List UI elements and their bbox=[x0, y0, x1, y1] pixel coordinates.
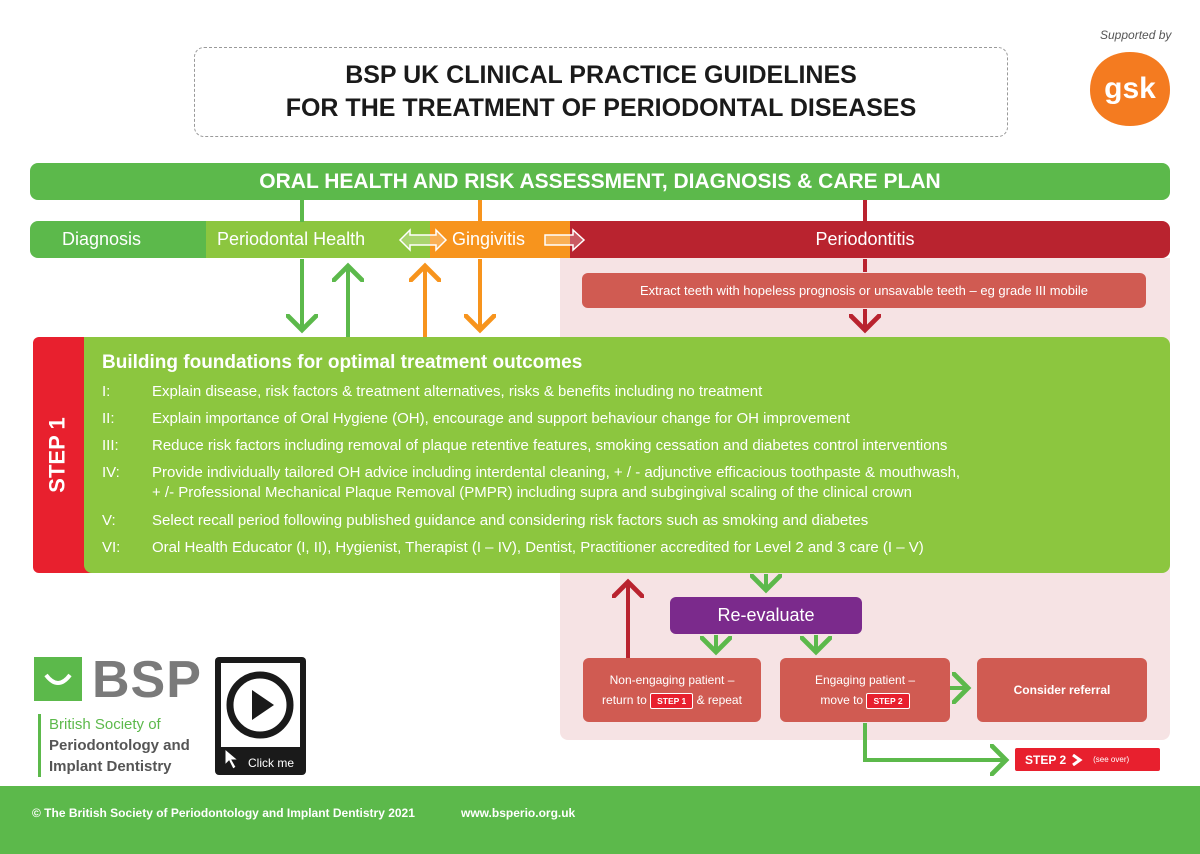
step1-item bbox=[102, 463, 1112, 503]
step1-item bbox=[102, 436, 1112, 456]
step1-item-number: II: bbox=[102, 410, 115, 427]
arrow-engaging-to-step2 bbox=[865, 723, 1006, 760]
step1-item-text: Reduce risk factors including removal of plaque retentive features, smoking cessation and diabetes control interventions bbox=[152, 437, 948, 454]
assessment-band: ORAL HEALTH AND RISK ASSESSMENT, DIAGNOSIS & CARE PLAN bbox=[30, 163, 1170, 200]
engaging-line2: move to STEP 2 bbox=[820, 690, 909, 710]
step1-item-text: Explain importance of Oral Hygiene (OH), encourage and support behaviour change for OH improvement bbox=[152, 410, 850, 427]
play-icon[interactable] bbox=[224, 666, 297, 744]
non-engaging-line2: return to STEP 1 & repeat bbox=[602, 693, 742, 707]
step1-item-number: V: bbox=[102, 512, 116, 529]
bsp-logo-letters: BSP bbox=[92, 651, 202, 709]
step1-item bbox=[102, 409, 1112, 429]
step2-next-button[interactable] bbox=[1015, 748, 1160, 771]
step1-item bbox=[102, 511, 1112, 531]
supported-by-text: Supported by bbox=[1100, 28, 1172, 42]
step1-item-number: VI: bbox=[102, 539, 121, 556]
step1-chip: STEP 1 bbox=[650, 693, 693, 709]
step1-item-number: IV: bbox=[102, 464, 120, 481]
gsk-logo-text: gsk bbox=[1104, 72, 1156, 105]
non-engaging-line1: Non-engaging patient – bbox=[609, 673, 735, 687]
title-line-1: BSP UK CLINICAL PRACTICE GUIDELINES bbox=[345, 61, 857, 89]
step1-tab-label: STEP 1 bbox=[45, 417, 71, 493]
periodontal-health-label: Periodontal Health bbox=[206, 221, 432, 258]
non-engaging-patient-box bbox=[583, 658, 761, 722]
bsp-smile-icon bbox=[34, 657, 82, 701]
chevron-right-icon bbox=[1071, 754, 1083, 766]
periodontitis-label: Periodontitis bbox=[560, 221, 1170, 258]
engaging-line1: Engaging patient – bbox=[814, 673, 916, 687]
bsp-name-line3: Implant Dentistry bbox=[49, 758, 172, 775]
cursor-icon bbox=[222, 747, 244, 771]
gingivitis-periodontitis-arrow-icon bbox=[545, 230, 584, 250]
step1-item bbox=[102, 538, 1112, 558]
gingivitis-label: Gingivitis bbox=[430, 221, 570, 258]
consider-referral-box: Consider referral bbox=[977, 658, 1147, 722]
footer-bar bbox=[0, 786, 1200, 854]
step1-heading: Building foundations for optimal treatment outcomes bbox=[102, 352, 583, 373]
step1-item-text-line-2: + /- Professional Mechanical Plaque Removal (PMPR) including supra and subgingival scaling of the clinical crown bbox=[152, 484, 912, 501]
step1-item-text bbox=[152, 463, 1112, 503]
health-gingivitis-double-arrow-icon bbox=[400, 230, 446, 250]
step1-item-number: III: bbox=[102, 437, 119, 454]
bsp-name-line2: Periodontology and bbox=[49, 737, 190, 754]
extract-teeth-box: Extract teeth with hopeless prognosis or unsavable teeth – eg grade III mobile bbox=[582, 273, 1146, 308]
step1-item-number: I: bbox=[102, 383, 111, 400]
see-over-note: (see over) bbox=[1093, 755, 1130, 764]
step1-item-text: Oral Health Educator (I, II), Hygienist, Therapist (I – IV), Dentist, Practitioner accredited for Level 2 and 3 care (I – V) bbox=[152, 539, 924, 556]
step1-item-text: Select recall period following published guidance and considering risk factors such as smoking and diabetes bbox=[152, 512, 869, 529]
reevaluate-box: Re-evaluate bbox=[670, 597, 862, 634]
step2-label: STEP 2 bbox=[1025, 752, 1067, 767]
title-line-2: FOR THE TREATMENT OF PERIODONTAL DISEASES bbox=[285, 94, 917, 122]
footer-copyright: © The British Society of Periodontology and Implant Dentistry 2021 bbox=[32, 806, 415, 820]
step1-item-text: Explain disease, risk factors & treatment alternatives, risks & benefits including no treatment bbox=[152, 383, 763, 400]
click-me-label[interactable]: Click me bbox=[248, 756, 295, 770]
diagnosis-label: Diagnosis bbox=[30, 221, 208, 258]
engaging-patient-box bbox=[780, 658, 950, 722]
bsp-name-line1: British Society of bbox=[49, 716, 161, 733]
step1-item-text-line-1: Provide individually tailored OH advice including interdental cleaning, + / - adjunctive efficacious toothpaste & mouthwash, bbox=[152, 464, 961, 481]
step2-chip: STEP 2 bbox=[866, 693, 909, 709]
bsp-name bbox=[38, 714, 190, 777]
footer-website-link[interactable]: www.bsperio.org.uk bbox=[461, 806, 576, 820]
step1-item bbox=[102, 382, 1112, 402]
